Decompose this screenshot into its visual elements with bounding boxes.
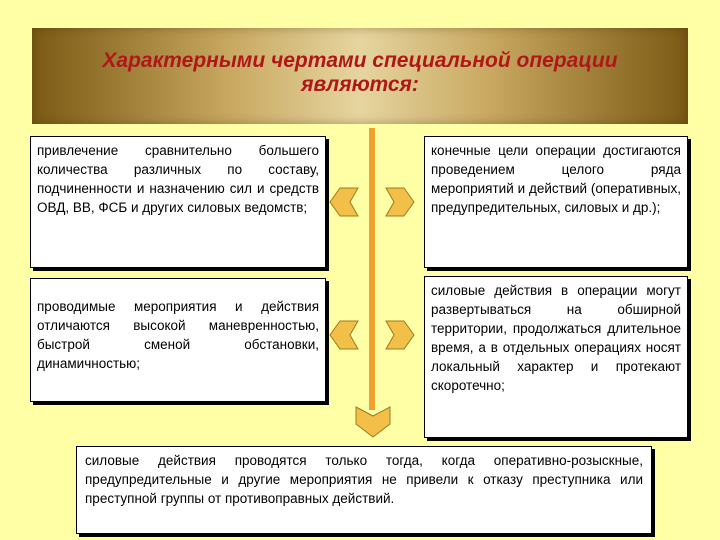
- feature-box-middle-right: [424, 276, 688, 438]
- chevron-right-icon: [378, 318, 418, 352]
- page-title: [32, 49, 688, 97]
- chevron-down-icon: [353, 404, 393, 440]
- feature-box-bottom: [76, 446, 652, 534]
- feature-text-middle-right: силовые действия в операции могут развертываться на обширной территории, продолжаться длительное время, а в отдельных операциях носят локальный характер и протекают скоротечно;: [431, 283, 681, 393]
- chevron-left-icon: [326, 318, 366, 352]
- feature-box-top-left: [30, 136, 326, 268]
- title-line-1: Характерными чертами специальной операции: [102, 49, 618, 72]
- feature-text-top-left: привлечение сравнительно большего количества различных по составу, подчиненности и назначению сил и средств ОВД, ВВ, ФСБ и других силовых ведомств;: [37, 143, 319, 215]
- feature-text-middle-left: проводимые мероприятия и действия отличаются высокой маневренностью, быстрой сменой обстановки, динамичностью;: [37, 299, 319, 371]
- feature-text-bottom: силовые действия проводятся только тогда, когда оперативно-розыскные, предупредительные и другие мероприятия не привели к отказу преступника или преступной группы от противоправных действий.: [85, 453, 643, 506]
- title-line-2: являются:: [301, 73, 419, 96]
- vertical-connector: [369, 128, 375, 410]
- feature-box-top-right: [424, 136, 688, 268]
- feature-text-top-right: конечные цели операции достигаются проведением целого ряда мероприятий и действий (оперативных, предупредительных, силовых и др.);: [431, 143, 681, 215]
- title-banner: [32, 28, 688, 124]
- chevron-right-icon: [378, 185, 418, 219]
- feature-box-middle-left: [30, 278, 326, 402]
- chevron-left-icon: [326, 185, 366, 219]
